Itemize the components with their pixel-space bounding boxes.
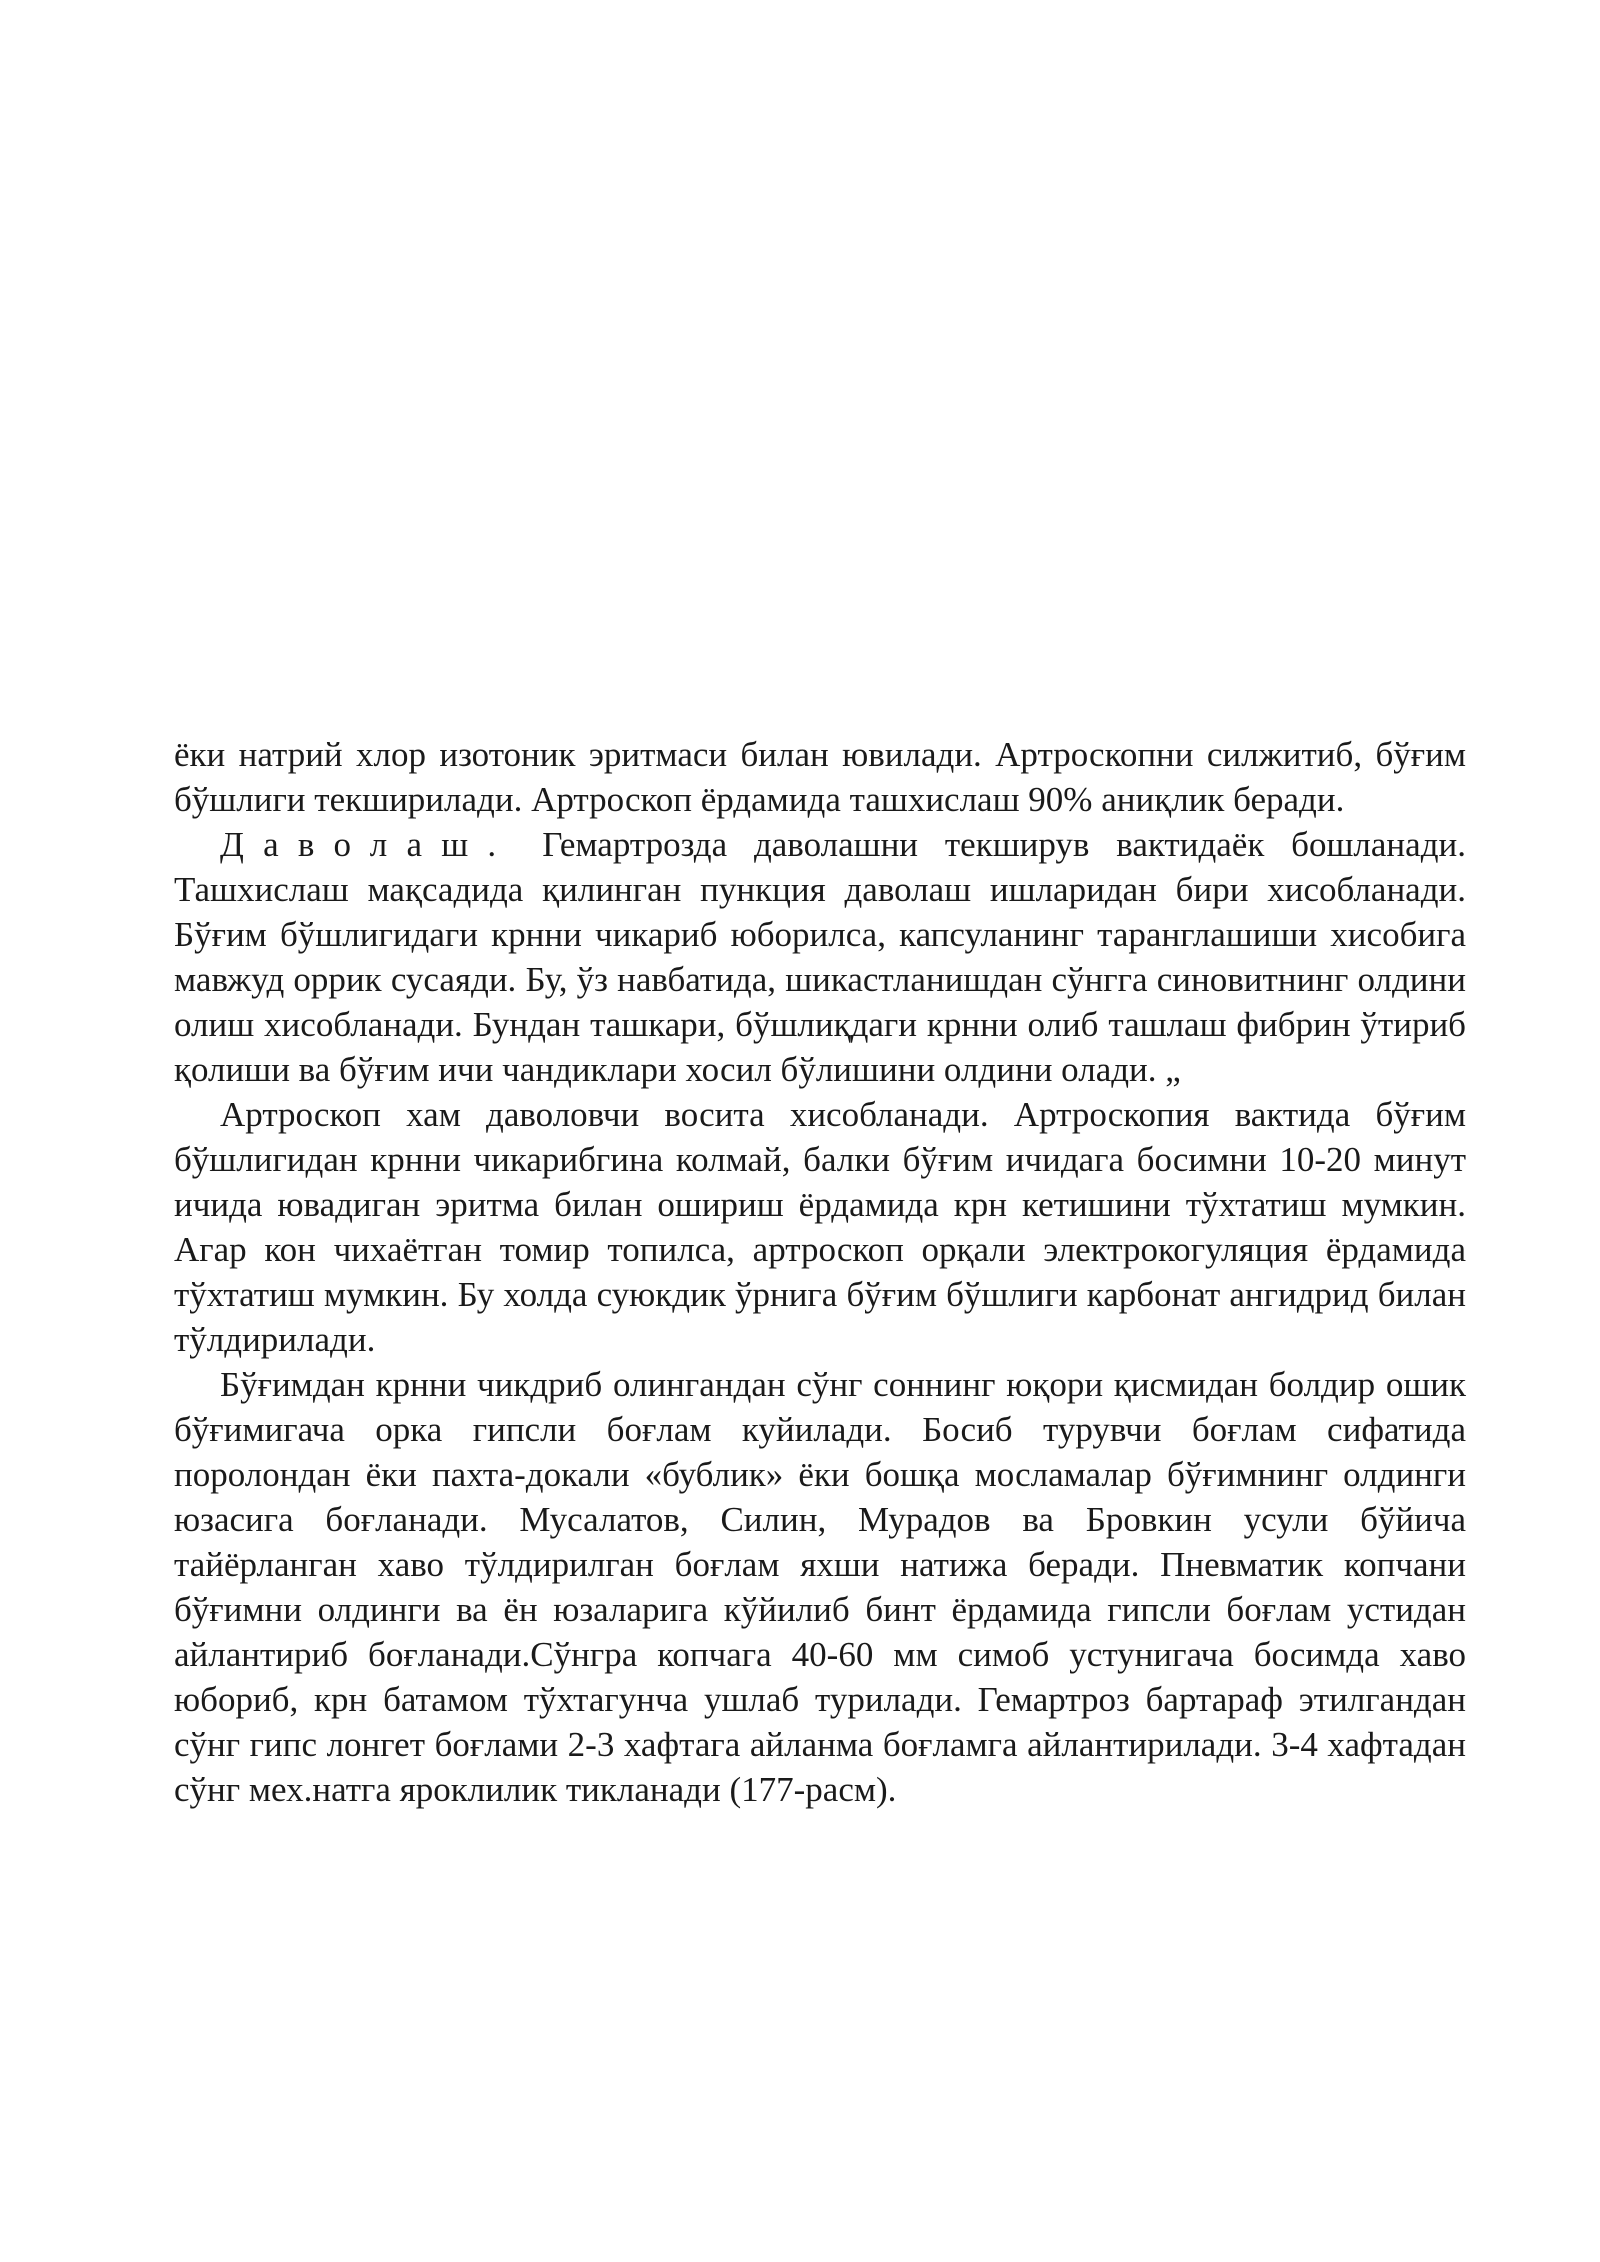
paragraph-3-text: Артроскоп хам даволовчи восита хисобланади. Артроскопия вактида бўғим бўшлигидан крнни чикарибгина колмай, балки бўғим ичидага босимни 10-20 минут ичида ювадиган эритма билан ошириш ёрдамида крн кетишини тўхтатиш мумкин. Агар кон чихаётган томир топилса, артроскоп орқали электрокогуляция ёрдамида тўхтатиш мумкин. Бу холда суюкдик ўрнига бўғим бўшлиги карбонат ангидрид билан тўлдирилади. [174,1095,1466,1359]
body-text [174,732,1466,1812]
paragraph-2-text: Гемартрозда даволашни текширув вактидаёк бошланади. Ташхислаш мақсадида қилинган пункция даволаш ишларидан бири хисобланади. Бўғим бўшлигидаги крнни чикариб юборилса, капсуланинг таранглашиши хисобига мавжуд оррик сусаяди. Бу, ўз навбатида, шикастланишдан сўнгга синовитнинг олдини олиш хисобланади. Бундан ташкари, бўшлиқдаги крнни олиб ташлаш фибрин ўтириб қолиши ва бўғим ичи чандиклари хосил бўлишини олдини олади. „ [174,825,1466,1089]
section-heading-treatment: Даволаш. [220,825,516,864]
paragraph-1-text: ёки натрий хлор изотоник эритмаси билан ювилади. Артроскопни силжитиб, бўғим бўшлиги текширилади. Артроскоп ёрдамида ташхислаш 90% аниқлик беради. [174,735,1466,819]
paragraph-4 [174,1362,1466,1812]
paragraph-2 [174,822,1466,1092]
paragraph-1 [174,732,1466,822]
paragraph-4-text: Бўғимдан крнни чикдриб олингандан сўнг соннинг юқори қисмидан болдир ошик бўғимигача орка гипсли боғлам куйилади. Босиб турувчи боғлам сифатида поролондан ёки пахта-докали «бублик» ёки бошқа мосламалар бўғимнинг олдинги юзасига боғланади. Мусалатов, Силин, Мурадов ва Бровкин усули бўйича тайёрланган хаво тўлдирилган боғлам яхши натижа беради. Пневматик копчани бўғимни олдинги ва ён юзаларига кўйилиб бинт ёрдамида гипсли боғлам устидан айлантириб боғланади.Сўнгра копчага 40-60 мм симоб устунигача босимда хаво юбориб, крн батамом тўхтагунча ушлаб турилади. Гемартроз бартараф этилгандан сўнг гипс лонгет боғлами 2-3 хафтага айланма боғламга айлантирилади. 3-4 хафтадан сўнг мех.натга яроклилик тикланади (177-расм). [174,1365,1466,1809]
paragraph-3 [174,1092,1466,1362]
